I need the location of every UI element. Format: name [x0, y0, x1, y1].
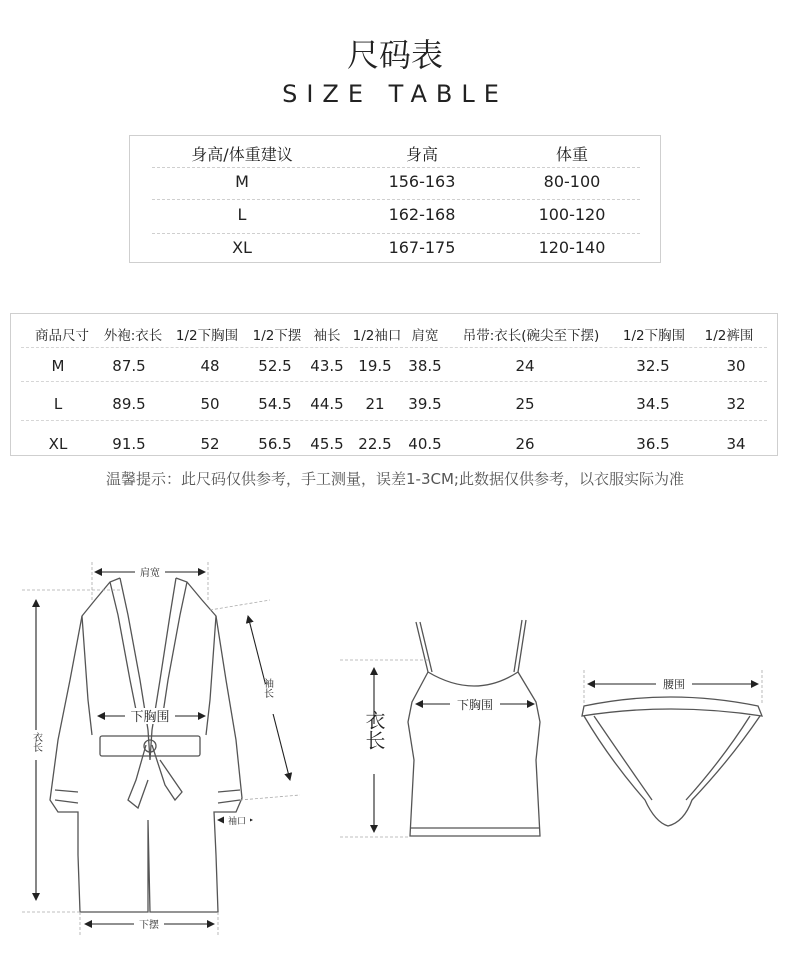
table-cell: 52 [200, 435, 220, 453]
table-header: 商品尺寸 [35, 328, 89, 344]
table-row [152, 172, 640, 202]
table-header: 1/2下摆 [252, 328, 302, 344]
table-row [11, 435, 777, 461]
table-cell: 22.5 [358, 435, 392, 453]
measurement-diagram [0, 540, 790, 960]
camisole-illustration [408, 620, 540, 836]
table-cell: 24 [515, 357, 535, 375]
robe-sleeve-label: 袖长 [261, 678, 273, 698]
row-divider [21, 381, 767, 382]
table-header: 1/2下胸围 [622, 328, 686, 344]
table-cell: 30 [726, 357, 746, 375]
table-header: 吊带:衣长(碗尖至下摆) [462, 328, 600, 344]
table-cell: 89.5 [112, 395, 146, 413]
table-cell: XL [48, 435, 68, 453]
robe-cuff-label: 袖口 [227, 817, 247, 827]
table-header: 身高 [405, 145, 438, 164]
table-cell: 50 [200, 395, 220, 413]
table-cell: 167-175 [388, 238, 456, 257]
robe-illustration [50, 578, 242, 912]
table-cell: 44.5 [310, 395, 344, 413]
table-cell: 54.5 [258, 395, 292, 413]
table-cell: L [53, 395, 63, 413]
table-cell: 156-163 [388, 172, 456, 191]
table-cell: XL [232, 238, 252, 257]
table-row [152, 238, 640, 268]
table-cell: 39.5 [408, 395, 442, 413]
table-header: 1/2袖口 [352, 328, 402, 344]
table-row [11, 395, 777, 421]
table-cell: 91.5 [112, 435, 146, 453]
camisole-length-label: 衣长 [362, 710, 386, 750]
table-cell: 87.5 [112, 357, 146, 375]
table-header: 袖长 [313, 328, 341, 344]
table-row [152, 205, 640, 235]
table-header: 1/2裤围 [704, 328, 754, 344]
page-subtitle: SIZE TABLE [282, 80, 508, 108]
camisole-chest-label: 下胸围 [456, 698, 494, 712]
row-divider [21, 420, 767, 421]
table-cell: 45.5 [310, 435, 344, 453]
robe-dimension-lines [22, 562, 300, 935]
table-cell: 120-140 [538, 238, 606, 257]
table-cell: M [235, 172, 249, 191]
table-cell: 100-120 [538, 205, 606, 224]
table-cell: 25 [515, 395, 535, 413]
table-row [11, 357, 777, 383]
table-cell: 80-100 [543, 172, 601, 191]
disclaimer-note: 温馨提示：此尺码仅供参考，手工测量，误差1-3CM;此数据仅供参考，以衣服实际为准 [106, 470, 684, 488]
table-cell: 43.5 [310, 357, 344, 375]
robe-chest-label: 下胸围 [130, 710, 170, 725]
brief-waist-label: 腰围 [663, 678, 685, 691]
table-cell: 26 [515, 435, 535, 453]
row-divider [152, 167, 640, 168]
table-cell: 32.5 [636, 357, 670, 375]
table-cell: 19.5 [358, 357, 392, 375]
table-header: 身高/体重建议 [191, 145, 293, 164]
table-cell: M [51, 357, 65, 375]
row-divider [152, 199, 640, 200]
table-cell: 48 [200, 357, 220, 375]
table-cell: 162-168 [388, 205, 456, 224]
table-cell: 34 [726, 435, 746, 453]
table-cell: 32 [726, 395, 746, 413]
table-header: 肩宽 [411, 328, 439, 344]
table-cell: 36.5 [636, 435, 670, 453]
table-header: 外袍:衣长 [103, 328, 163, 344]
brief-illustration [582, 697, 762, 826]
robe-hem-label: 下摆 [139, 920, 159, 931]
row-divider [152, 233, 640, 234]
table-cell: 38.5 [408, 357, 442, 375]
page-title: 尺码表 [346, 36, 443, 74]
table-cell: 52.5 [258, 357, 292, 375]
row-divider [21, 347, 767, 348]
garment-measurement-table [10, 313, 778, 456]
table-header: 1/2下胸围 [175, 328, 239, 344]
table-cell: L [237, 205, 247, 224]
height-weight-table [129, 135, 661, 263]
robe-length-label: 衣长 [30, 732, 42, 752]
robe-shoulder-label: 肩宽 [140, 568, 160, 579]
table-cell: 21 [365, 395, 385, 413]
table-cell: 56.5 [258, 435, 292, 453]
table-cell: 34.5 [636, 395, 670, 413]
table-cell: 40.5 [408, 435, 442, 453]
table-header: 体重 [555, 145, 588, 164]
